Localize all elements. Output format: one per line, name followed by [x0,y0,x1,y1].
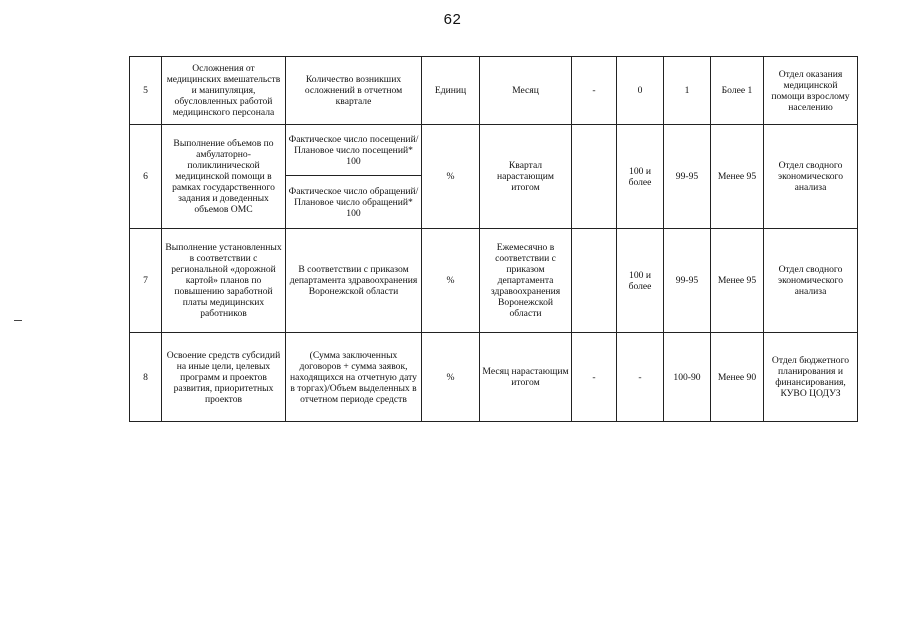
value-d-cell: Менее 95 [711,125,764,229]
value-b-cell: 0 [617,57,664,125]
period-cell: Месяц нарастающим итогом [480,333,572,422]
period-cell: Месяц [480,57,572,125]
value-a-cell: - [572,333,617,422]
department-cell: Отдел бюджетного планирования и финансирования, КУВО ЦОДУЗ [764,333,858,422]
period-cell: Ежемесячно в соответствии с приказом департамента здравоохранения Воронежской области [480,229,572,333]
department-cell: Отдел оказания медицинской помощи взрослому населению [764,57,858,125]
table-row [130,57,858,125]
value-d-cell: Более 1 [711,57,764,125]
value-c-cell: 1 [664,57,711,125]
row-number-cell: 8 [130,333,162,422]
value-c-cell: 100-90 [664,333,711,422]
value-d-cell: Менее 95 [711,229,764,333]
indicator-name-cell: Выполнение установленных в соответствии с региональной «дорожной картой» планов по повышению заработной платы медицинских работников [162,229,286,333]
formula-cell: В соответствии с приказом департамента здравоохранения Воронежской области [286,229,422,333]
value-c-cell: 99-95 [664,125,711,229]
unit-cell: Единиц [422,57,480,125]
row-number-cell: 7 [130,229,162,333]
period-cell: Квартал нарастающим итогом [480,125,572,229]
value-b-cell: - [617,333,664,422]
formula-cell: Фактическое число посещений/Плановое число посещений* 100 [286,125,422,176]
margin-mark [14,320,22,321]
value-a-cell [572,229,617,333]
formula-cell-secondary: Фактическое число обращений/Плановое число обращений* 100 [286,176,422,229]
formula-cell: Количество возникших осложнений в отчетном квартале [286,57,422,125]
indicators-table [129,56,858,422]
value-b-cell: 100 и более [617,229,664,333]
page-number: 62 [443,11,462,28]
formula-cell: (Сумма заключенных договоров + сумма заявок, находящихся на отчетную дату в торгах)/Объем выделенных в отчетном периоде средств [286,333,422,422]
unit-cell: % [422,333,480,422]
unit-cell: % [422,229,480,333]
table-row [130,125,858,176]
unit-cell: % [422,125,480,229]
row-number-cell: 6 [130,125,162,229]
table-row [130,229,858,333]
value-a-cell [572,125,617,229]
value-b-cell: 100 и более [617,125,664,229]
department-cell: Отдел сводного экономического анализа [764,125,858,229]
value-c-cell: 99-95 [664,229,711,333]
value-a-cell: - [572,57,617,125]
table-row [130,333,858,422]
row-number-cell: 5 [130,57,162,125]
indicator-name-cell: Осложнения от медицинских вмешательств и манипуляция, обусловленных работой медицинского персонала [162,57,286,125]
indicator-name-cell: Выполнение объемов по амбулаторно-поликлинической медицинской помощи в рамках государственного задания и доведенных объемов ОМС [162,125,286,229]
value-d-cell: Менее 90 [711,333,764,422]
indicator-name-cell: Освоение средств субсидий на иные цели, целевых программ и проектов развития, приоритетных проектов [162,333,286,422]
department-cell: Отдел сводного экономического анализа [764,229,858,333]
